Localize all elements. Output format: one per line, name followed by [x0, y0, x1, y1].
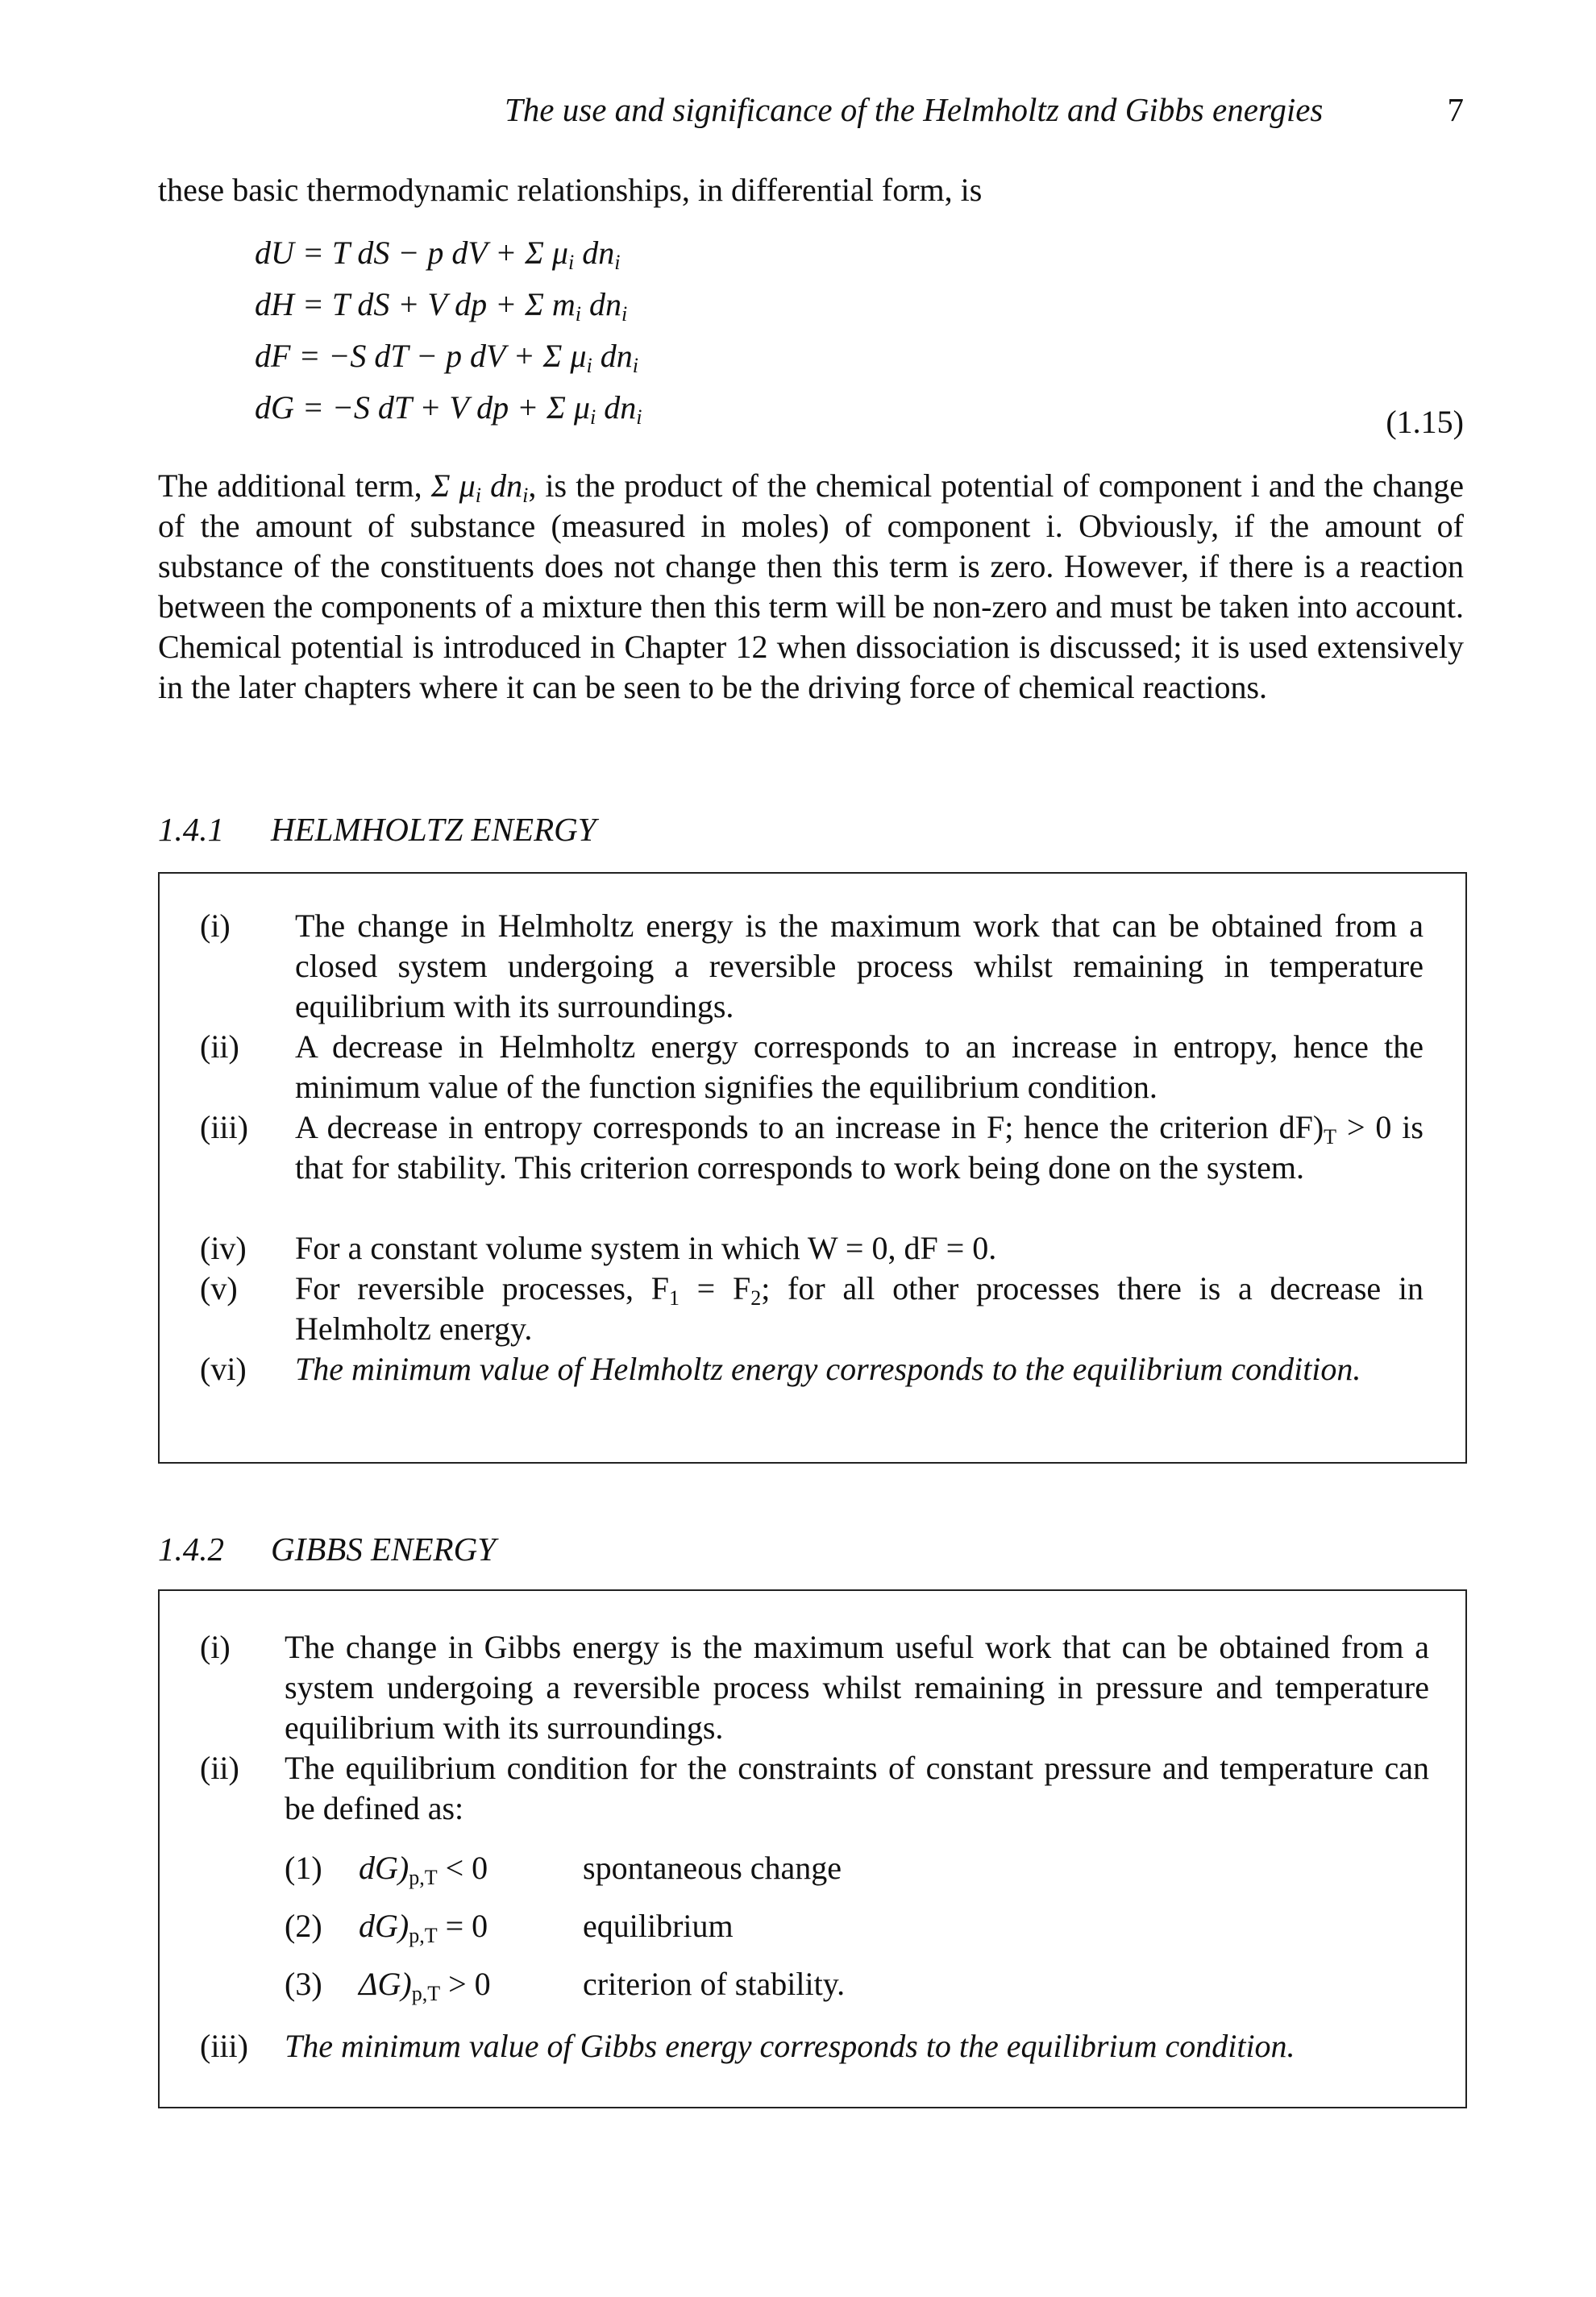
intro-line: these basic thermodynamic relationships, in differential form, is: [158, 172, 983, 208]
gibbs-item-2: (ii) The equilibrium condition for the constraints of constant pressure and temperature can be defined as:: [200, 1750, 1429, 1826]
helmholtz-item-6: (vi) The minimum value of Helmholtz energy corresponds to the equilibrium condition.: [200, 1351, 1361, 1387]
body-paragraph: The additional term, Σ $\mu_i$ $dn_i$, is the product of the chemical potential of component i and the change of the amount of substance (measured in moles) of component i. Obviously, if the amount of substance of the constituents does not change then this term is zero. However, if there is a reaction between the components of a mixture then this term will be non-zero and must be taken into account. Chemical potential is introduced in Chapter 12 when dissociation is discussed; it is used extensively in the later chapters where it can be seen to be the driving force of chemical reactions.: [158, 467, 1465, 705]
gibbs-item-3: (iii) The minimum value of Gibbs energy corresponds to the equilibrium condition.: [200, 2028, 1295, 2064]
helmholtz-item-5: (v) For reversible processes, $F_1 = F_2$; for all other processes there is a decrease in Helmholtz energy.: [200, 1270, 1424, 1347]
equation-dg: dG = −S dT + V dp + Σ $\mu_i$ $dn_i$: [255, 389, 642, 429]
helmholtz-item-4: (iv) For a constant volume system in which W = 0, dF = 0.: [200, 1230, 997, 1266]
running-head: [505, 90, 1464, 129]
gibbs-item-1: (i) The change in Gibbs energy is the maximum useful work that can be obtained from a system undergoing a reversible process whilst remaining in pressure and temperature equilibrium with its surroundings.: [200, 1629, 1429, 1746]
running-title: The use and significance of the Helmholtz and Gibbs energies: [505, 91, 1324, 128]
equation-dh: dH = T dS + V dp + Σ $m_i$ $dn_i$: [255, 286, 628, 326]
helmholtz-item-2: (ii) A decrease in Helmholtz energy corresponds to an increase in entropy, hence the minimum value of the function signifies the equilibrium condition.: [200, 1028, 1424, 1105]
helmholtz-item-3: (iii) A decrease in entropy corresponds to an increase in F; hence the criterion $dF)_T > 0$ is that for stability. This criterion corresponds to work being done on the system.: [200, 1109, 1424, 1186]
helmholtz-box: [158, 872, 1467, 1464]
equation-number: (1.15): [1386, 404, 1464, 440]
equation-df: dF = −S dT − p dV + Σ $\mu_i$ $dn_i$: [255, 338, 638, 377]
page-number: 7: [1447, 91, 1464, 128]
gibbs-box: (i) The change in Gibbs energy is the maximum useful work that can be obtained from a system undergoing a reversible process whilst remaining in pressure and temperature equilibrium with its surroundings. (ii) The equilibrium condition for the constraints of constant pressure and temperature can be defined as: (1) $dG)_{p,T} < 0$ spontaneous change (2) $dG)_{p,T} = 0$ equilibrium (3) $\Delta G)_{p,T} > 0$ criterion of stability. (iii) The minimum value of Gibbs energy corresponds to the equilibrium condition.: [158, 1589, 1467, 2108]
equation-du: dU = T dS − p dV + Σ $\mu_i$ $dn_i$: [255, 235, 621, 274]
helmholtz-item-1: (i) The change in Helmholtz energy is the maximum work that can be obtained from a closed system undergoing a reversible process whilst remaining in temperature equilibrium with its surroundings.: [200, 908, 1424, 1024]
section-heading-helmholtz: 1.4.1 HELMHOLTZ ENERGY: [158, 811, 596, 848]
section-heading-gibbs: 1.4.2 GIBBS ENERGY: [158, 1531, 496, 1568]
